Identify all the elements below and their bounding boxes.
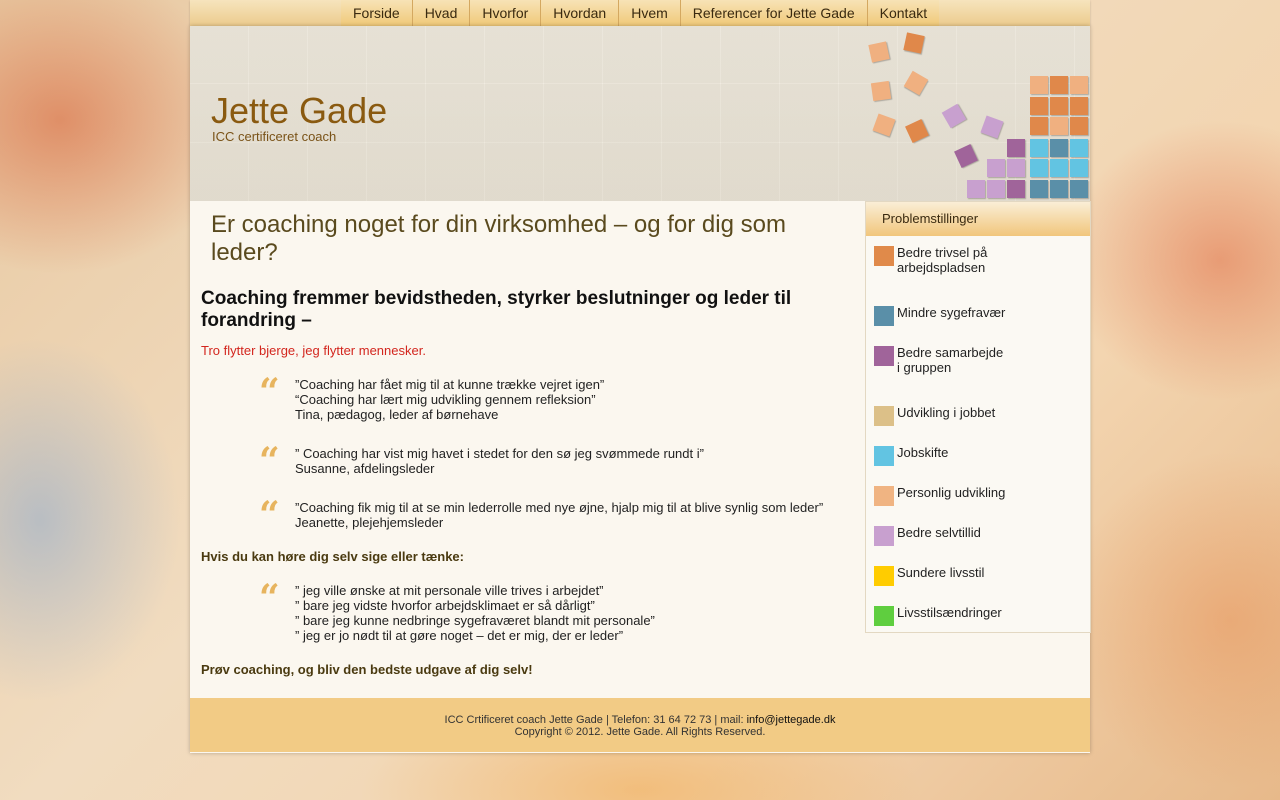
page-container — [190, 26, 1090, 753]
sidebar-item-label[interactable]: Udvikling i jobbet — [897, 405, 996, 420]
sidebar-item[interactable] — [874, 525, 1084, 546]
quote-mark-icon: “ — [259, 371, 277, 413]
site-subtitle: ICC certificeret coach — [212, 129, 337, 144]
nav-referencer[interactable]: Referencer for Jette Gade — [680, 0, 867, 26]
color-swatch — [874, 306, 894, 326]
sidebar-item-label[interactable]: Bedre selvtillid — [897, 525, 981, 540]
page-title: Er coaching noget for din virksomhed – og for dig som leder? — [211, 211, 786, 266]
sidebar-item-label[interactable]: Bedre trivsel på arbejdspladsen — [897, 245, 988, 275]
quote-text: ”Coaching fik mig til at se min lederrolle med nye øjne, hjalp mig til at blive synlig som leder” Jeanette, plejehjemsleder — [295, 500, 824, 530]
sidebar-item-label[interactable]: Personlig udvikling — [897, 485, 1006, 500]
sidebar-item[interactable] — [874, 565, 1084, 586]
sidebar-item-label[interactable]: Mindre sygefravær — [897, 305, 1006, 320]
sidebar-item-label[interactable]: Livsstilsændringer — [897, 605, 1002, 620]
sidebar — [865, 201, 1091, 633]
sidebar-item[interactable] — [874, 605, 1084, 626]
nav-hvad[interactable]: Hvad — [412, 0, 470, 26]
sidebar-heading: Problemstillinger — [866, 202, 1090, 236]
color-swatch — [874, 566, 894, 586]
footer — [190, 698, 1090, 752]
quote-text: ” jeg ville ønske at mit personale ville trives i arbejdet” ” bare jeg vidste hvorfor arbejdsklimaet er så dårligt” ” bare jeg kunne nedbringe sygefraværet blandt mit personale” ” jeg er jo nødt til at gøre noget – det er mig, der er leder” — [295, 583, 655, 643]
color-swatch — [874, 346, 894, 366]
sidebar-item-label[interactable]: Sundere livsstil — [897, 565, 985, 580]
quote-mark-icon: “ — [259, 440, 277, 482]
quote-text: ” Coaching har vist mig havet i stedet for den sø jeg svømmede rundt i” Susanne, afdelingsleder — [295, 446, 704, 476]
sidebar-item[interactable] — [874, 485, 1084, 506]
header-banner — [190, 26, 1090, 201]
quote-text: ”Coaching har fået mig til at kunne trække vejret igen” “Coaching har lært mig udvikling gennem refleksion” Tina, pædagog, leder af børnehave — [295, 377, 605, 422]
site-title[interactable]: Jette Gade — [211, 90, 388, 131]
sidebar-item[interactable] — [874, 445, 1084, 466]
sidebar-item[interactable] — [874, 405, 1084, 426]
sidebar-item-label[interactable]: Jobskifte — [897, 445, 949, 460]
hear-heading: Hvis du kan høre dig selv sige eller tænke: — [201, 549, 464, 564]
sidebar-item[interactable] — [874, 305, 1084, 326]
lead-heading: Coaching fremmer bevidstheden, styrker beslutninger og leder til forandring – — [201, 288, 792, 331]
sidebar-item-label[interactable]: Bedre samarbejde i gruppen — [897, 345, 1004, 375]
main-nav — [341, 0, 939, 26]
nav-hvem[interactable]: Hvem — [618, 0, 680, 26]
footer-email-link[interactable]: info@jettegade.dk — [746, 714, 836, 726]
nav-forside[interactable]: Forside — [353, 5, 400, 21]
nav-hvordan[interactable]: Hvordan — [540, 0, 618, 26]
color-swatch — [874, 446, 894, 466]
footer-contact: ICC Crtificeret coach Jette Gade | Telefon: 31 64 72 73 | mail: info@jettegade.dk — [444, 714, 836, 726]
color-swatch — [874, 606, 894, 626]
nav-kontakt[interactable]: Kontakt — [867, 0, 939, 26]
closing-line: Prøv coaching, og bliv den bedste udgave af dig selv! — [201, 662, 533, 677]
quote-mark-icon: “ — [259, 494, 277, 536]
nav-hvorfor[interactable]: Hvorfor — [469, 0, 540, 26]
sidebar-item[interactable] — [874, 245, 1084, 275]
footer-copyright: Copyright © 2012. Jette Gade. All Rights Reserved. — [514, 726, 766, 738]
color-swatch — [874, 486, 894, 506]
color-swatch — [874, 246, 894, 266]
tagline: Tro flytter bjerge, jeg flytter mennesker. — [201, 343, 426, 358]
sidebar-item[interactable] — [874, 345, 1084, 375]
color-swatch — [874, 406, 894, 426]
color-swatch — [874, 526, 894, 546]
quote-mark-icon: “ — [259, 577, 277, 619]
